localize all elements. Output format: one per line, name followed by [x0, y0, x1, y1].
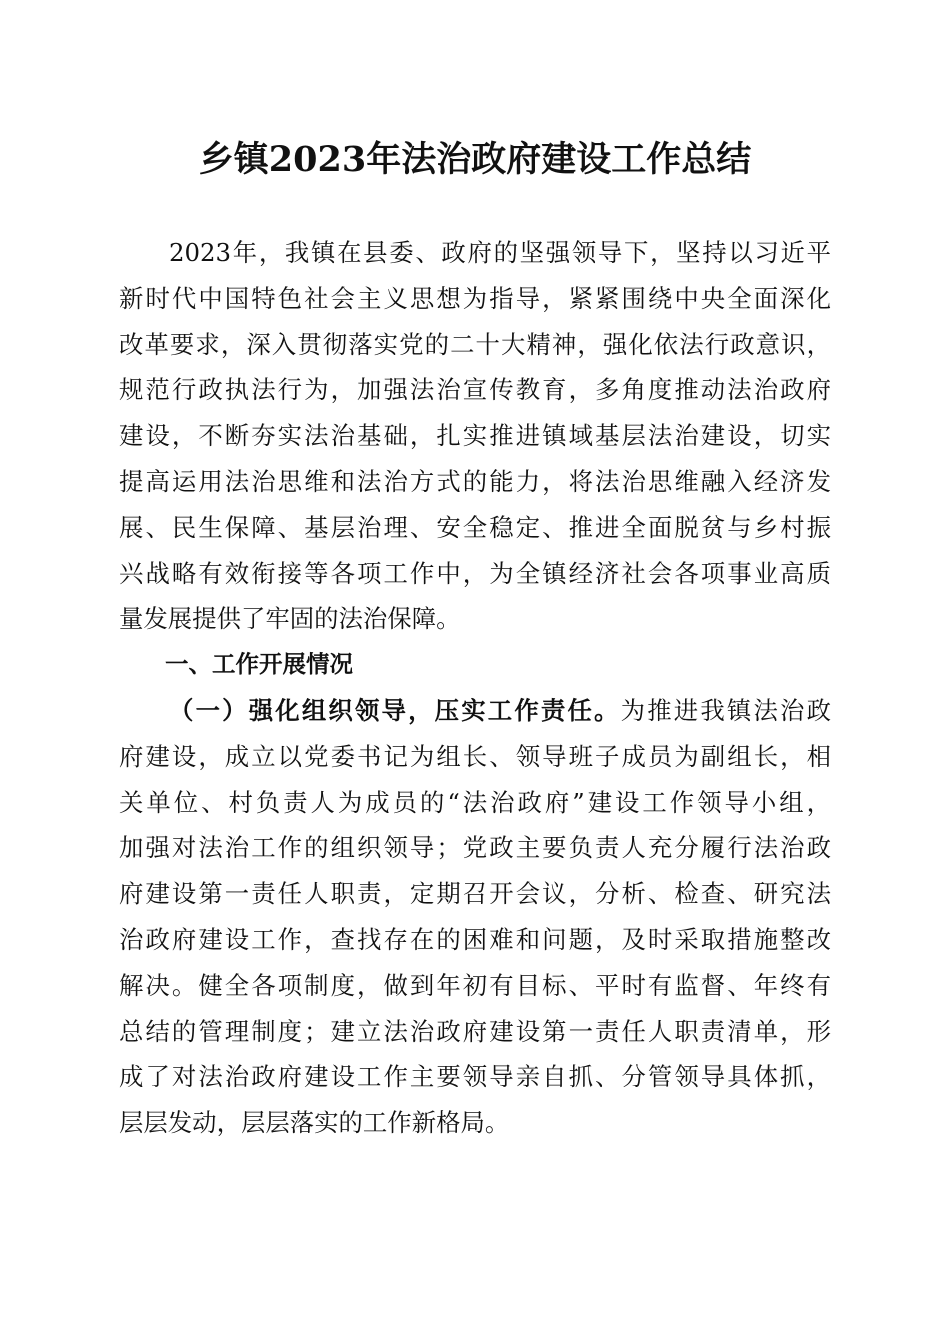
subsection-first-line	[119, 688, 831, 734]
subsection-line: 府建设第一责任人职责，定期召开会议，分析、检查、研究法	[119, 879, 831, 909]
subsection-line: 总结的管理制度；建立法治政府建设第一责任人职责清单，形	[119, 1016, 831, 1046]
subsection-heading: （一）强化组织领导，压实工作责任。	[169, 695, 621, 725]
subsection-line: 府建设，成立以党委书记为组长、领导班子成员为副组长，相	[119, 741, 831, 771]
intro-line: 提高运用法治思维和法治方式的能力，将法治思维融入经济发	[119, 466, 831, 496]
subsection-line: 解决。健全各项制度，做到年初有目标、平时有监督、年终有	[119, 970, 831, 1000]
intro-line: 规范行政执法行为，加强法治宣传教育，多角度推动法治政府	[119, 375, 831, 405]
intro-line: 建设，不断夯实法治基础，扎实推进镇域基层法治建设，切实	[119, 421, 831, 451]
document-body	[119, 230, 831, 1146]
section-heading: 一、工作开展情况	[165, 650, 353, 679]
intro-line: 新时代中国特色社会主义思想为指导，紧紧围绕中央全面深化	[119, 283, 831, 313]
subsection-line: 治政府建设工作，查找存在的困难和问题，及时采取措施整改	[119, 924, 831, 954]
intro-line: 展、民生保障、基层治理、安全稳定、推进全面脱贫与乡村振	[119, 512, 831, 542]
subsection-first-line-text: 为推进我镇法治政	[620, 695, 831, 725]
intro-line: 量发展提供了牢固的法治保障。	[119, 604, 461, 634]
intro-line: 改革要求，深入贯彻落实党的二十大精神，强化依法行政意识，	[119, 329, 831, 359]
subsection-line: 成了对法治政府建设工作主要领导亲自抓、分管领导具体抓，	[119, 1062, 831, 1092]
subsection-line: 关单位、村负责人为成员的“法治政府”建设工作领导小组，	[119, 787, 831, 817]
document-title: 乡镇2023年法治政府建设工作总结	[198, 139, 752, 180]
intro-line: 2023年，我镇在县委、政府的坚强领导下，坚持以习近平	[169, 238, 831, 267]
subsection-line: 加强对法治工作的组织领导；党政主要负责人充分履行法治政	[119, 833, 831, 863]
subsection-line: 层层发动，层层落实的工作新格局。	[119, 1108, 510, 1138]
intro-line: 兴战略有效衔接等各项工作中，为全镇经济社会各项事业高质	[119, 558, 831, 588]
